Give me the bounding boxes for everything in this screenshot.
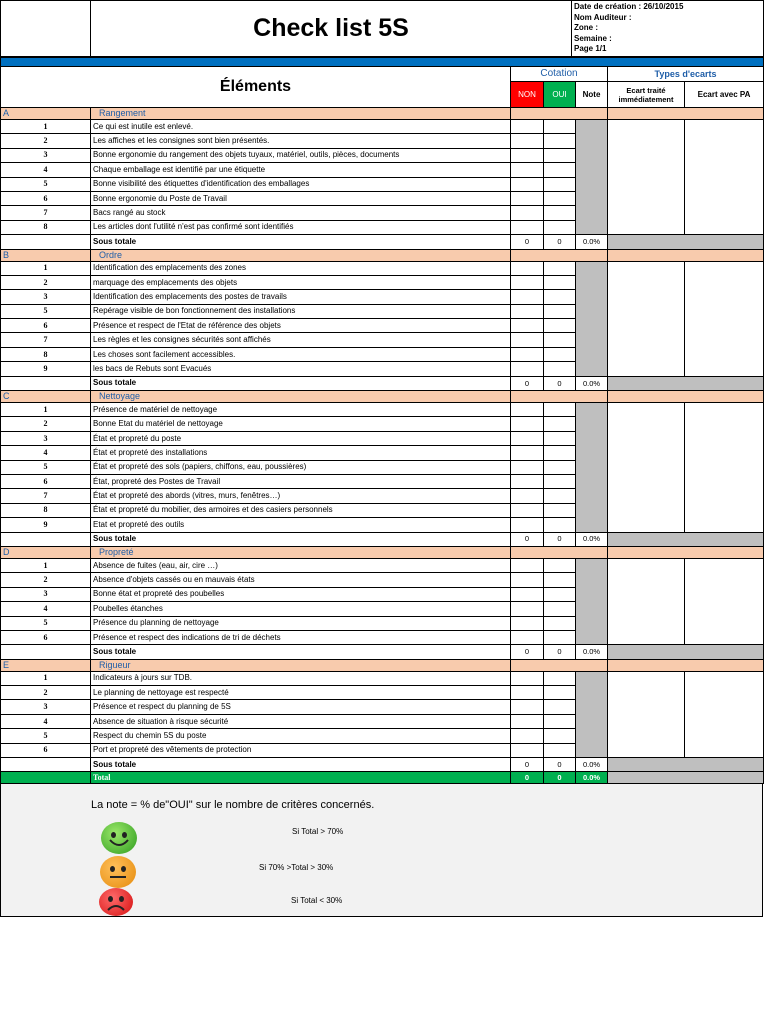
oui-cell[interactable] xyxy=(544,290,576,304)
oui-cell[interactable] xyxy=(544,177,576,191)
item-label: Etat et propreté des outils xyxy=(91,518,511,532)
item-number: 7 xyxy=(1,489,91,503)
oui-cell[interactable] xyxy=(544,474,576,488)
checklist-row xyxy=(1,403,764,417)
subtotal-ecart-blank xyxy=(608,376,764,390)
section-header-row xyxy=(1,249,764,261)
subtotal-row xyxy=(1,758,764,772)
item-number: 1 xyxy=(1,671,91,685)
checklist-row xyxy=(1,558,764,572)
green-smiley-icon xyxy=(101,822,137,854)
ecart-traite-cell[interactable] xyxy=(608,403,685,533)
item-label: Présence du planning de nettoyage xyxy=(91,616,511,630)
item-number: 6 xyxy=(1,630,91,644)
item-label: Identification des emplacements des postes de travails xyxy=(91,290,511,304)
subtotal-note: 0.0% xyxy=(576,758,608,772)
section-header-row xyxy=(1,546,764,558)
item-number: 4 xyxy=(1,714,91,728)
item-number: 3 xyxy=(1,290,91,304)
non-cell[interactable] xyxy=(511,220,544,234)
total-ecart-blank xyxy=(608,772,764,784)
item-label: Présence et respect des indications de tri de déchets xyxy=(91,630,511,644)
item-number: 7 xyxy=(1,333,91,347)
item-number: 1 xyxy=(1,120,91,134)
item-number: 3 xyxy=(1,700,91,714)
oui-cell[interactable] xyxy=(544,148,576,162)
legend-panel xyxy=(0,784,763,917)
non-cell[interactable] xyxy=(511,616,544,630)
section-spacer xyxy=(511,108,608,120)
oui-cell[interactable] xyxy=(544,671,576,685)
non-cell[interactable] xyxy=(511,518,544,532)
item-label: Absence de fuites (eau, air, cire …) xyxy=(91,558,511,572)
item-label: Absence d'objets cassés ou en mauvais états xyxy=(91,573,511,587)
subtotal-label: Sous totale xyxy=(91,235,511,249)
non-cell[interactable] xyxy=(511,304,544,318)
non-cell[interactable] xyxy=(511,630,544,644)
non-cell[interactable] xyxy=(511,403,544,417)
item-label: Bonne visibilité des étiquettes d'identification des emballages xyxy=(91,177,511,191)
ecart-traite-cell[interactable] xyxy=(608,120,685,235)
item-label: Bonne ergonomie du rangement des objets tuyaux, matériel, outils, pièces, documents xyxy=(91,148,511,162)
non-cell[interactable] xyxy=(511,347,544,361)
ecart-traite-header: Ecart traité immédiatement xyxy=(608,82,685,108)
oui-cell[interactable] xyxy=(544,587,576,601)
checklist-table xyxy=(0,57,764,784)
section-spacer xyxy=(608,659,764,671)
section-letter: D xyxy=(1,546,91,558)
ecart-pa-cell[interactable] xyxy=(685,261,764,376)
non-cell[interactable] xyxy=(511,503,544,517)
item-label: Bacs rangé au stock xyxy=(91,206,511,220)
subtotal-non: 0 xyxy=(511,758,544,772)
oui-cell[interactable] xyxy=(544,206,576,220)
non-cell[interactable] xyxy=(511,602,544,616)
section-title: Propreté xyxy=(91,546,511,558)
non-cell[interactable] xyxy=(511,671,544,685)
oui-cell[interactable] xyxy=(544,743,576,757)
info-zone: Zone : xyxy=(574,23,598,32)
item-label: État et propreté du poste xyxy=(91,431,511,445)
item-number: 8 xyxy=(1,220,91,234)
oui-cell[interactable] xyxy=(544,417,576,431)
page-title: Check list 5S xyxy=(91,1,572,57)
note-cell-disabled xyxy=(576,558,608,644)
ecart-traite-cell[interactable] xyxy=(608,671,685,757)
item-label: État et propreté du mobilier, des armoires et des casiers personnels xyxy=(91,503,511,517)
checklist-row xyxy=(1,671,764,685)
subtotal-label: Sous totale xyxy=(91,376,511,390)
oui-cell[interactable] xyxy=(544,319,576,333)
subtotal-blank xyxy=(1,645,91,659)
subtotal-row xyxy=(1,235,764,249)
non-cell[interactable] xyxy=(511,573,544,587)
oui-cell[interactable] xyxy=(544,431,576,445)
item-number: 5 xyxy=(1,616,91,630)
oui-cell[interactable] xyxy=(544,503,576,517)
header-info xyxy=(572,1,764,57)
note-column-header: Note xyxy=(576,82,608,108)
note-cell-disabled xyxy=(576,671,608,757)
oui-column-header: OUI xyxy=(544,82,576,108)
section-title: Nettoyage xyxy=(91,391,511,403)
subtotal-label: Sous totale xyxy=(91,532,511,546)
subtotal-row xyxy=(1,376,764,390)
subtotal-row xyxy=(1,532,764,546)
ecart-pa-cell[interactable] xyxy=(685,403,764,533)
item-label: Bonne Etat du matériel de nettoyage xyxy=(91,417,511,431)
item-number: 1 xyxy=(1,403,91,417)
item-number: 5 xyxy=(1,177,91,191)
oui-cell[interactable] xyxy=(544,489,576,503)
oui-cell[interactable] xyxy=(544,220,576,234)
item-number: 3 xyxy=(1,148,91,162)
oui-cell[interactable] xyxy=(544,573,576,587)
item-label: Chaque emballage est identifié par une étiquette xyxy=(91,163,511,177)
cotation-heading: Cotation xyxy=(511,67,608,82)
item-number: 6 xyxy=(1,319,91,333)
item-label: Les règles et les consignes sécurités sont affichés xyxy=(91,333,511,347)
non-cell[interactable] xyxy=(511,474,544,488)
subtotal-non: 0 xyxy=(511,376,544,390)
item-number: 1 xyxy=(1,558,91,572)
section-spacer xyxy=(608,249,764,261)
section-letter: C xyxy=(1,391,91,403)
item-label: marquage des emplacements des objets xyxy=(91,275,511,289)
item-number: 4 xyxy=(1,446,91,460)
non-cell[interactable] xyxy=(511,431,544,445)
non-cell[interactable] xyxy=(511,275,544,289)
oui-cell[interactable] xyxy=(544,403,576,417)
item-label: les bacs de Rebuts sont Evacués xyxy=(91,362,511,376)
item-label: Poubelles étanches xyxy=(91,602,511,616)
non-cell[interactable] xyxy=(511,319,544,333)
header-table xyxy=(0,0,764,57)
item-number: 8 xyxy=(1,347,91,361)
item-number: 1 xyxy=(1,261,91,275)
item-label: État et propreté des abords (vitres, murs, fenêtres…) xyxy=(91,489,511,503)
non-column-header: NON xyxy=(511,82,544,108)
blue-separator xyxy=(1,58,764,67)
item-label: Les articles dont l'utilité n'est pas confirmé sont identifiés xyxy=(91,220,511,234)
item-number: 5 xyxy=(1,460,91,474)
subtotal-blank xyxy=(1,758,91,772)
non-cell[interactable] xyxy=(511,333,544,347)
section-title: Rangement xyxy=(91,108,511,120)
item-label: Repérage visible de bon fonctionnement des installations xyxy=(91,304,511,318)
oui-cell[interactable] xyxy=(544,460,576,474)
oui-cell[interactable] xyxy=(544,362,576,376)
subtotal-note: 0.0% xyxy=(576,532,608,546)
subtotal-note: 0.0% xyxy=(576,235,608,249)
non-cell[interactable] xyxy=(511,446,544,460)
ecart-traite-cell[interactable] xyxy=(608,261,685,376)
non-cell[interactable] xyxy=(511,191,544,205)
item-number: 9 xyxy=(1,362,91,376)
non-cell[interactable] xyxy=(511,489,544,503)
item-label: Bonne état et propreté des poubelles xyxy=(91,587,511,601)
item-label: Le planning de nettoyage est respecté xyxy=(91,686,511,700)
section-header-row xyxy=(1,391,764,403)
oui-cell[interactable] xyxy=(544,163,576,177)
item-number: 6 xyxy=(1,191,91,205)
ecart-pa-cell[interactable] xyxy=(685,558,764,644)
oui-cell[interactable] xyxy=(544,304,576,318)
section-spacer xyxy=(511,546,608,558)
red-smiley-icon xyxy=(99,888,133,916)
header-blank-cell xyxy=(1,1,91,57)
info-auditeur: Nom Auditeur : xyxy=(574,12,632,22)
legend-red-text: Si Total < 30% xyxy=(291,896,343,906)
subtotal-ecart-blank xyxy=(608,532,764,546)
non-cell[interactable] xyxy=(511,686,544,700)
subtotal-ecart-blank xyxy=(608,645,764,659)
subtotal-note: 0.0% xyxy=(576,645,608,659)
item-label: État, propreté des Postes de Travail xyxy=(91,474,511,488)
section-letter: E xyxy=(1,659,91,671)
legend-orange-text: Si 70% >Total > 30% xyxy=(259,863,334,873)
checklist-row xyxy=(1,261,764,275)
item-number: 4 xyxy=(1,602,91,616)
non-cell[interactable] xyxy=(511,743,544,757)
item-label: Présence et respect de l'Etat de référence des objets xyxy=(91,319,511,333)
non-cell[interactable] xyxy=(511,120,544,134)
item-label: Indicateurs à jours sur TDB. xyxy=(91,671,511,685)
item-label: État et propreté des sols (papiers, chiffons, eau, poussières) xyxy=(91,460,511,474)
item-number: 2 xyxy=(1,686,91,700)
info-date: Date de création : 26/10/2015 xyxy=(574,2,684,11)
item-label: Port et propreté des vêtements de protection xyxy=(91,743,511,757)
oui-cell[interactable] xyxy=(544,134,576,148)
note-cell-disabled xyxy=(576,261,608,376)
total-oui: 0 xyxy=(544,772,576,784)
oui-cell[interactable] xyxy=(544,120,576,134)
ecart-pa-header: Ecart avec PA xyxy=(685,82,764,108)
total-row xyxy=(1,772,764,784)
subtotal-blank xyxy=(1,235,91,249)
subtotal-non: 0 xyxy=(511,532,544,546)
item-number: 2 xyxy=(1,573,91,587)
section-spacer xyxy=(511,391,608,403)
section-header-row xyxy=(1,108,764,120)
item-number: 6 xyxy=(1,474,91,488)
non-cell[interactable] xyxy=(511,558,544,572)
non-cell[interactable] xyxy=(511,163,544,177)
item-label: Identification des emplacements des zones xyxy=(91,261,511,275)
non-cell[interactable] xyxy=(511,290,544,304)
total-label: Total xyxy=(91,772,511,784)
item-label: Absence de situation à risque sécurité xyxy=(91,714,511,728)
oui-cell[interactable] xyxy=(544,714,576,728)
oui-cell[interactable] xyxy=(544,602,576,616)
oui-cell[interactable] xyxy=(544,729,576,743)
item-number: 3 xyxy=(1,587,91,601)
subtotal-label: Sous totale xyxy=(91,645,511,659)
item-number: 2 xyxy=(1,417,91,431)
non-cell[interactable] xyxy=(511,700,544,714)
total-note: 0.0% xyxy=(576,772,608,784)
section-spacer xyxy=(511,659,608,671)
non-cell[interactable] xyxy=(511,587,544,601)
item-number: 2 xyxy=(1,134,91,148)
oui-cell[interactable] xyxy=(544,518,576,532)
item-label: Présence et respect du planning de 5S xyxy=(91,700,511,714)
orange-smiley-icon xyxy=(100,856,136,888)
non-cell[interactable] xyxy=(511,148,544,162)
note-cell-disabled xyxy=(576,403,608,533)
subtotal-note: 0.0% xyxy=(576,376,608,390)
item-number: 9 xyxy=(1,518,91,532)
subtotal-oui: 0 xyxy=(544,645,576,659)
total-blank xyxy=(1,772,91,784)
oui-cell[interactable] xyxy=(544,333,576,347)
item-number: 2 xyxy=(1,275,91,289)
item-label: Ce qui est inutile est enlevé. xyxy=(91,120,511,134)
section-title: Rigueur xyxy=(91,659,511,671)
non-cell[interactable] xyxy=(511,134,544,148)
types-ecarts-heading: Types d'ecarts xyxy=(608,67,764,82)
item-number: 6 xyxy=(1,743,91,757)
legend-note-text: La note = % de"OUI" sur le nombre de critères concernés. xyxy=(91,799,375,812)
section-letter: A xyxy=(1,108,91,120)
oui-cell[interactable] xyxy=(544,558,576,572)
subtotal-ecart-blank xyxy=(608,235,764,249)
non-cell[interactable] xyxy=(511,206,544,220)
section-letter: B xyxy=(1,249,91,261)
item-label: Les choses sont facilement accessibles. xyxy=(91,347,511,361)
non-cell[interactable] xyxy=(511,362,544,376)
subtotal-blank xyxy=(1,532,91,546)
section-header-row xyxy=(1,659,764,671)
non-cell[interactable] xyxy=(511,417,544,431)
oui-cell[interactable] xyxy=(544,275,576,289)
section-spacer xyxy=(511,249,608,261)
section-spacer xyxy=(608,108,764,120)
section-title: Ordre xyxy=(91,249,511,261)
subtotal-oui: 0 xyxy=(544,235,576,249)
item-number: 3 xyxy=(1,431,91,445)
oui-cell[interactable] xyxy=(544,261,576,275)
subtotal-row xyxy=(1,645,764,659)
info-semaine: Semaine : xyxy=(574,33,612,43)
subtotal-non: 0 xyxy=(511,235,544,249)
oui-cell[interactable] xyxy=(544,347,576,361)
subtotal-oui: 0 xyxy=(544,376,576,390)
ecart-traite-cell[interactable] xyxy=(608,558,685,644)
subtotal-ecart-blank xyxy=(608,758,764,772)
item-label: Respect du chemin 5S du poste xyxy=(91,729,511,743)
item-number: 5 xyxy=(1,729,91,743)
item-number: 5 xyxy=(1,304,91,318)
checklist-row xyxy=(1,120,764,134)
total-non: 0 xyxy=(511,772,544,784)
section-spacer xyxy=(608,391,764,403)
oui-cell[interactable] xyxy=(544,616,576,630)
non-cell[interactable] xyxy=(511,729,544,743)
item-number: 7 xyxy=(1,206,91,220)
item-label: Les affiches et les consignes sont bien présentés. xyxy=(91,134,511,148)
note-cell-disabled xyxy=(576,120,608,235)
legend-green-text: Si Total > 70% xyxy=(292,827,344,837)
item-label: Présence de matériel de nettoyage xyxy=(91,403,511,417)
info-page: Page 1/1 xyxy=(574,44,607,53)
item-number: 8 xyxy=(1,503,91,517)
elements-heading: Éléments xyxy=(1,67,511,108)
item-label: Bonne ergonomie du Poste de Travail xyxy=(91,191,511,205)
item-label: État et propreté des installations xyxy=(91,446,511,460)
ecart-pa-cell[interactable] xyxy=(685,120,764,235)
subtotal-blank xyxy=(1,376,91,390)
item-number: 4 xyxy=(1,163,91,177)
oui-cell[interactable] xyxy=(544,700,576,714)
subtotal-non: 0 xyxy=(511,645,544,659)
oui-cell[interactable] xyxy=(544,191,576,205)
subtotal-oui: 0 xyxy=(544,758,576,772)
non-cell[interactable] xyxy=(511,177,544,191)
oui-cell[interactable] xyxy=(544,686,576,700)
ecart-pa-cell[interactable] xyxy=(685,671,764,757)
subtotal-oui: 0 xyxy=(544,532,576,546)
non-cell[interactable] xyxy=(511,460,544,474)
oui-cell[interactable] xyxy=(544,446,576,460)
non-cell[interactable] xyxy=(511,714,544,728)
oui-cell[interactable] xyxy=(544,630,576,644)
section-spacer xyxy=(608,546,764,558)
subtotal-label: Sous totale xyxy=(91,758,511,772)
non-cell[interactable] xyxy=(511,261,544,275)
